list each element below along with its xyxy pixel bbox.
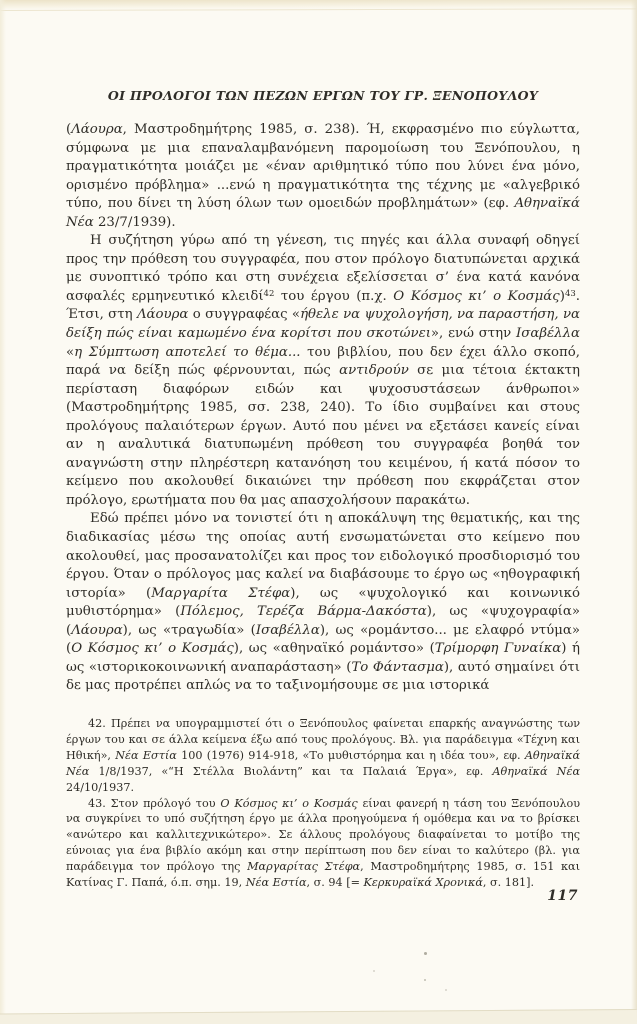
text-segment: 100 (1976) 914-918, «Το μυθιστόρημα και η ιδέα του», εφ. — [176, 748, 525, 762]
text-segment: « — [66, 344, 75, 360]
text-segment: Αθηναϊκά Νέα — [66, 196, 580, 230]
text-segment: Μαργαρίτας Στέφα — [247, 860, 361, 874]
text-segment: Ισαβέλλα — [255, 622, 320, 638]
text-segment: 24/10/1937. — [66, 780, 135, 794]
text-segment: Ισαβέλλα — [516, 326, 580, 342]
text-segment: , Μαστροδημήτρης 1985, σ. 238). Ή, εκφρασμένο πιο εύγλωττα, σύμφωνα με μια επαναλαμβανόμενη παρομοίωση του Ξενόπουλου, η πραγματικότητα μοιάζει με «έναν αριθμητικό τύπο που λύνει ένα μόνο, ορισμένο πρόβλημα» ...ενώ η πραγματικότητα της τέχνης με «αλγεβρικό τύπο, που δίνει τη λύση όλων των ομοειδών προβλημάτων» (εφ. — [66, 122, 580, 212]
text-segment: Κερκυραϊκά Χρονικά — [363, 876, 483, 890]
text-segment: Ο Κόσμος κι’ ο Κοσμάς — [220, 796, 358, 810]
dust-speck — [445, 989, 447, 991]
footnote-reference: 43 — [564, 289, 576, 300]
text-segment: , σ. 181]. — [482, 876, 535, 890]
scan-edge-top — [0, 0, 637, 11]
text-segment: ), ως «αθηναϊκό ρομάντσο» ( — [233, 641, 435, 657]
text-segment: Τρίμορφη Γυναίκα — [434, 641, 562, 657]
footnotes-block — [66, 716, 580, 891]
text-segment: του έργου (π.χ. — [274, 288, 394, 304]
text-segment: ο συγγραφέας « — [188, 307, 301, 323]
text-segment: 42. Πρέπει να υπογραμμιστεί ότι ο Ξενόπουλος φαίνεται επαρκής αναγνώστης των έργων του και σε άλλα κείμενα έξω από τους προλόγους. Βλ. για παράδειγμα «Τέχνη και Ηθική», — [66, 717, 580, 762]
text-segment: είναι φανερή η τάση του Ξενόπουλου να συγκρίνει το υπό συζήτηση έργο με άλλα προηγούμενα ή ομόθεμα και να το βρίσκει «ανώτερο και καλλιτεχνικώτερο». Σε άλλους προλόγους διαφαίνεται το μοτίβο της εύνοιας για ένα βιβλίο ακόμη και στην περίπτωση που δεν είναι το καλύτερο (βλ. για παράδειγμα τον πρόλογο της — [66, 796, 581, 874]
text-segment: Μαργαρίτα Στέφα — [151, 585, 291, 601]
text-segment: ήθελε να ψυχολογήση, να παραστήση, να δείξη πώς είναι καμωμένο ένα κορίτσι που σκοτώνει — [66, 307, 581, 342]
page-number: 117 — [547, 888, 578, 904]
body-paragraph — [66, 121, 580, 232]
text-segment: του βιβλίου, που δεν έχει άλλο σκοπό, παρά να δείξη πώς φέρνουνται, πώς — [66, 344, 580, 379]
text-segment: ), αυτό σημαίνει ότι δε μας προτρέπει απλώς να το ταξινομήσουμε σε μια ιστορικά — [66, 659, 580, 694]
text-segment: αντιδρούν — [339, 363, 409, 379]
text-segment: , Μαστροδημήτρης 1985, σ. 151 και Κατίνας Γ. Παπά, ό.π. σημ. 19, — [66, 860, 580, 890]
text-segment: ), ως «ψυχολογικό και κοινωνικό μυθιστόρημα» ( — [66, 585, 580, 620]
text-segment: ), ως «τραγωδία» ( — [122, 622, 256, 638]
text-segment: Ο Κόσμος κι’ ο Κοσμάς — [393, 288, 560, 304]
text-segment: Λάουρα — [136, 307, 189, 323]
text-segment: , σ. 94 [= — [306, 876, 364, 890]
text-segment: Εδώ πρέπει μόνο να τονιστεί ότι η αποκάλυψη της θεματικής, και της διαδικασίας μέσω της οποίας αυτή ενσωματώνεται στο κείμενο που ακολουθεί, μας προσανατολίζει και προς τον ειδολογικό προσδιορισμό του έργου. Όταν ο πρόλογος μας καλεί να διαβάσουμε το έργο ως «ηθογραφική ιστορία» ( — [66, 511, 580, 601]
text-segment: 1/8/1937, «“Η Στέλλα Βιολάντη” και τα Παλαιά Έργα», εφ. — [89, 764, 493, 778]
text-segment: Λάουρα — [71, 622, 123, 638]
text-segment: Πόλεμος, Τερέζα Βάρμα-Δακόστα — [180, 604, 427, 620]
text-segment: ( — [66, 122, 72, 137]
text-segment: . Έτσι, στη — [66, 288, 580, 323]
text-segment: Ο Κόσμος κι’ ο Κοσμάς — [71, 641, 234, 657]
text-segment: ), ως «ψυχογραφία» ( — [66, 604, 580, 638]
scan-edge-right — [631, 0, 637, 1024]
text-segment: Η συζήτηση γύρω από τη γένεση, τις πηγές και άλλα συναφή οδηγεί προς την πρόθεση του συγγραφέα, που στον πρόλογο διατυπώνεται αρχικά με συνοπτικό τρόπο και στη συνέχεια εξελίσσεται σ’ ένα κατά κανόνα ασφαλές ερμηνευτικό κλειδί — [66, 233, 580, 304]
body-text — [66, 121, 580, 696]
footnote-43 — [66, 796, 580, 891]
footnote-reference: 42 — [263, 289, 275, 300]
text-segment: ) — [559, 288, 565, 304]
text-segment: 23/7/1939). — [93, 214, 176, 230]
text-segment: Νέα Εστία — [115, 748, 177, 762]
text-segment: 43. Στον πρόλογό του — [88, 796, 221, 810]
text-segment: ), ως «ρομάντσο... με ελαφρό ντύμα» ( — [66, 622, 581, 657]
scan-edge-bottom — [0, 1009, 637, 1024]
scan-edge-left — [0, 0, 6, 1024]
text-segment: σε μια τέτοια έκτακτη περίσταση διαφόρων ειδών και ψυχοσυστάσεων άνθρωποι» (Μαστροδημήτρης 1985, σσ. 238, 240). Το ίδιο συμβαίνει και στους προλόγους παλαιότερων έργων. Αυτό που μένει να εξετάσει κανείς είναι αν η αναλυτικά διατυπωμένη πρόθεση του συγγραφέα βοηθά τον αναγνώστη στην πληρέστερη κατανόηση του κειμένου, ή κατά πόσον το κείμενο που ακολουθεί δικαιώνει την πρόθεση που εκφράζεται στον πρόλογο, ερωτήματα που θα μας απασχολήσουν παρακάτω. — [66, 363, 580, 508]
text-segment: », ενώ στην — [430, 326, 517, 342]
body-paragraph — [66, 232, 580, 510]
dust-speck — [424, 979, 426, 981]
body-paragraph — [66, 510, 580, 695]
dust-speck — [424, 952, 427, 955]
text-segment: Το Φάντασμα — [351, 659, 444, 675]
text-segment: Λάουρα — [71, 122, 123, 137]
footnote-42 — [66, 716, 580, 796]
running-head-title: ΟΙ ΠΡΟΛΟΓΟΙ ΤΩΝ ΠΕΖΩΝ ΕΡΓΩΝ ΤΟΥ ΓΡ. ΞΕΝΟΠΟΥΛΟΥ — [107, 88, 539, 103]
text-segment: Αθηναϊκά Νέα — [66, 748, 580, 778]
text-segment: Νέα Εστία — [245, 876, 307, 890]
text-segment: Αθηναϊκά Νέα — [492, 764, 581, 778]
text-segment: ) ή ως «ιστορικοκοινωνική αναπαράσταση» ( — [66, 641, 581, 675]
dust-speck — [373, 970, 375, 972]
text-segment: η Σύμπτωση αποτελεί το θέμα... — [74, 344, 301, 360]
